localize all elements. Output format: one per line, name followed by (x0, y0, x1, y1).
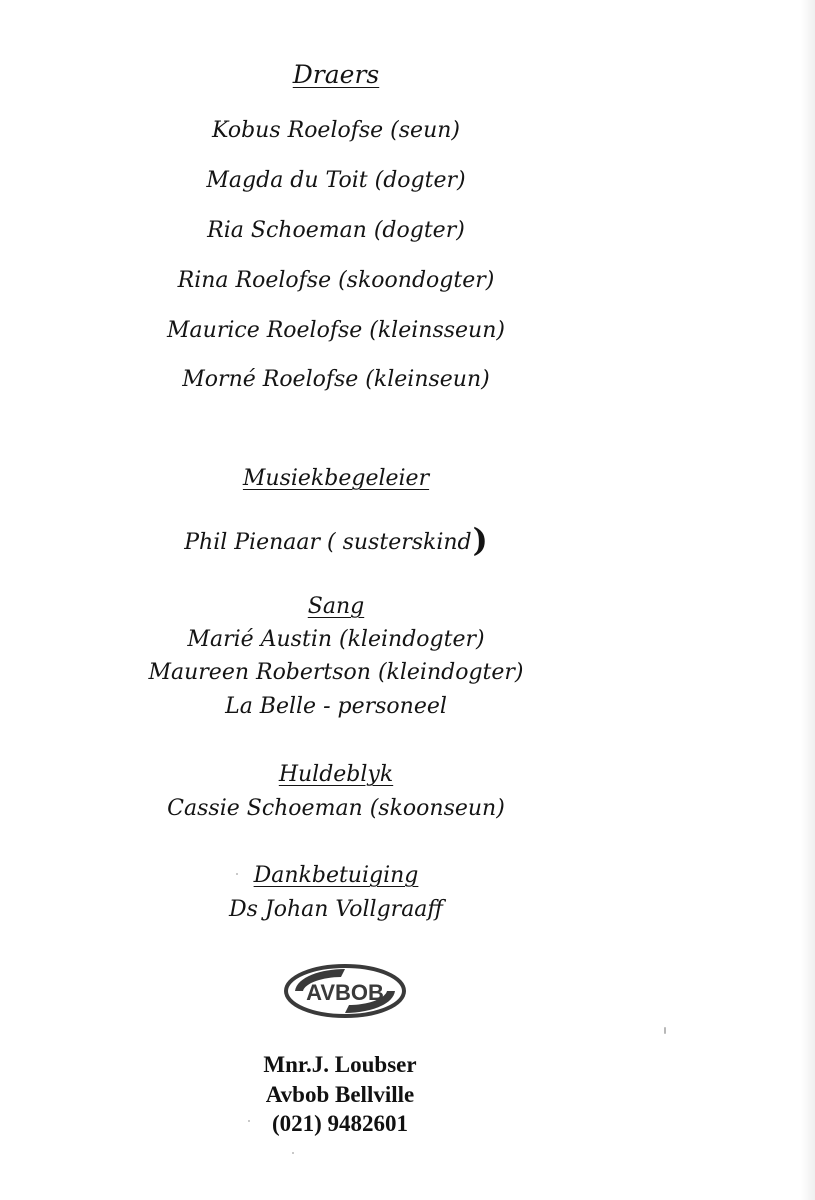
scan-edge (801, 0, 815, 1200)
sang-2: Maureen Robertson (kleindogter) (148, 660, 524, 685)
sang-3: La Belle - personeel (225, 694, 447, 719)
scan-speck (248, 1120, 250, 1122)
scan-speck (292, 1152, 294, 1154)
draer-6: Morné Roelofse (kleinseun) (182, 367, 490, 392)
musiek-closing-paren: ) (472, 521, 488, 559)
draer-4: Rina Roelofse (skoondogter) (177, 268, 495, 293)
draer-1: Kobus Roelofse (seun) (212, 118, 460, 143)
avbob-logo (283, 963, 407, 1019)
dankbetuiging-heading: Dankbetuiging (253, 863, 419, 888)
logo-text: AVBOB (306, 980, 384, 1005)
musiek-name: Phil Pienaar ( susterskind (184, 530, 472, 555)
contact-phone: (021) 9482601 (271, 1111, 409, 1136)
draers-heading: Draers (292, 60, 380, 89)
dankbetuiging-name: Ds Johan Vollgraaff (228, 897, 444, 922)
sang-heading: Sang (307, 594, 365, 619)
musiek-name-line (0, 519, 672, 557)
contact-branch: Avbob Bellville (265, 1082, 415, 1107)
musiek-heading: Musiekbegeleier (242, 466, 430, 491)
draer-3: Ria Schoeman (dogter) (207, 218, 465, 243)
huldeblyk-heading: Huldeblyk (278, 762, 394, 787)
contact-name: Mnr.J. Loubser (263, 1052, 417, 1077)
scan-speck (236, 873, 238, 875)
huldeblyk-name: Cassie Schoeman (skoonseun) (167, 796, 505, 821)
draer-2: Magda du Toit (dogter) (206, 168, 466, 193)
scan-speck (664, 1027, 666, 1034)
sang-1: Marié Austin (kleindogter) (187, 627, 485, 652)
draer-5: Maurice Roelofse (kleinsseun) (167, 318, 505, 343)
